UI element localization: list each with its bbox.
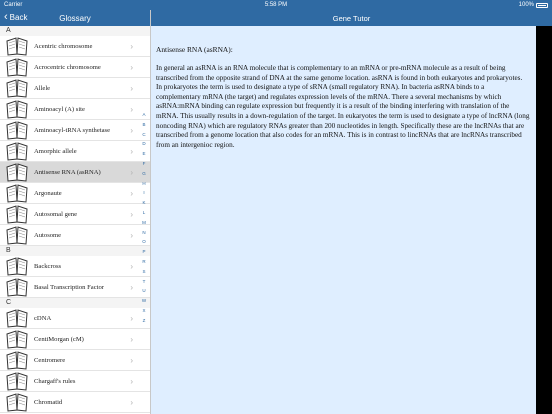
- glossary-row[interactable]: [0, 36, 150, 57]
- glossary-row[interactable]: [0, 57, 150, 78]
- glossary-term-label: Chargaff's rules: [34, 377, 76, 385]
- chevron-right-icon: ›: [130, 261, 133, 271]
- glossary-title: Glossary: [59, 13, 91, 23]
- chevron-right-icon: ›: [130, 397, 133, 407]
- glossary-row[interactable]: [0, 183, 150, 204]
- glossary-term-label: Amorphic allele: [34, 147, 77, 155]
- chevron-right-icon: ›: [130, 334, 133, 344]
- chevron-right-icon: ›: [130, 62, 133, 72]
- index-letter[interactable]: I: [143, 190, 145, 196]
- glossary-row[interactable]: [0, 350, 150, 371]
- index-letter[interactable]: U: [142, 288, 146, 294]
- index-letter[interactable]: N: [142, 229, 146, 235]
- battery-percent: 100%: [518, 2, 534, 8]
- index-letter[interactable]: X: [142, 307, 146, 313]
- glossary-term-label: Basal Transcription Factor: [34, 283, 104, 291]
- glossary-row[interactable]: [0, 371, 150, 392]
- definition-text: In general an asRNA is an RNA molecule that is complementary to an mRNA or pre-mRNA molecule as a result of being transcribed from the opposite strand of DNA at the same genome location. asRNA is found in both eukaryotes and prokaryotes. In prokaryotes the term is used to designate a type of sRNA (small regulatory RNA). In bacteria asRNA binds to a complementary mRNA (the target) and regulates expression levels of the mRNA. There a several mechanisms by which asRNA:mRNA binding can regulate expression but frequently it is a result of the binding interfering with translation of the mRNA. This usually results in a down-regulation of the target. In eukaryotes the term is used to designate a type of lncRNA (long noncoding RNA) which are regulatory RNAs greater than 200 nucleotides in length. Specifically these are the lncRNAs that are transcribed from a genome location that also codes for an mRNA. This is in contrast to lincRNAs that are lncRNAs transcribed from an intergenioc region.: [156, 64, 530, 149]
- open-book-icon: [6, 57, 28, 77]
- glossary-term-label: Autosomal gene: [34, 210, 78, 218]
- chevron-right-icon: ›: [130, 125, 133, 135]
- open-book-icon: [6, 256, 28, 276]
- glossary-row[interactable]: [0, 329, 150, 350]
- section-header: A: [0, 26, 150, 36]
- glossary-term-label: Allele: [34, 84, 51, 92]
- glossary-list[interactable]: [0, 26, 150, 414]
- open-book-icon: [6, 204, 28, 224]
- glossary-row[interactable]: [0, 78, 150, 99]
- index-letter[interactable]: F: [142, 160, 146, 166]
- index-letter[interactable]: T: [142, 278, 146, 284]
- index-letter[interactable]: G: [142, 170, 146, 176]
- glossary-term-label: Acentric chromosome: [34, 42, 93, 50]
- section-index[interactable]: [140, 110, 148, 326]
- chevron-right-icon: ›: [130, 104, 133, 114]
- glossary-row[interactable]: [0, 308, 150, 329]
- definition-view: [151, 26, 536, 414]
- glossary-row[interactable]: [0, 256, 150, 277]
- glossary-row[interactable]: [0, 392, 150, 413]
- glossary-term-label: Aminoacyl (A) site: [34, 105, 85, 113]
- chevron-right-icon: ›: [130, 188, 133, 198]
- open-book-icon: [6, 99, 28, 119]
- index-letter[interactable]: D: [142, 141, 146, 147]
- index-letter[interactable]: H: [142, 180, 146, 186]
- index-letter[interactable]: E: [142, 151, 146, 157]
- index-letter[interactable]: Z: [142, 317, 146, 323]
- chevron-right-icon: ›: [130, 355, 133, 365]
- term-heading: Antisense RNA (asRNA):: [156, 45, 233, 54]
- index-letter[interactable]: O: [142, 239, 146, 245]
- battery-icon: [536, 3, 548, 8]
- clock: 5:58 PM: [264, 2, 288, 8]
- detail-panel: [151, 10, 552, 414]
- detail-nav-bar: [151, 10, 552, 26]
- index-letter[interactable]: M: [142, 219, 146, 225]
- chevron-left-icon: ‹: [4, 11, 8, 23]
- back-button[interactable]: [4, 12, 27, 23]
- glossary-panel: [0, 10, 151, 414]
- glossary-term-label: Centromere: [34, 356, 66, 364]
- open-book-icon: [6, 371, 28, 391]
- index-letter[interactable]: W: [141, 298, 147, 304]
- glossary-term-label: Antisense RNA (asRNA): [34, 168, 101, 176]
- glossary-row[interactable]: [0, 99, 150, 120]
- open-book-icon: [6, 308, 28, 328]
- glossary-nav-bar: [0, 10, 150, 26]
- glossary-term-label: CentiMorgan (cM): [34, 335, 84, 343]
- open-book-icon: [6, 225, 28, 245]
- chevron-right-icon: ›: [130, 209, 133, 219]
- open-book-icon: [6, 277, 28, 297]
- index-letter[interactable]: R: [142, 258, 146, 264]
- section-header: C: [0, 298, 150, 308]
- glossary-row[interactable]: [0, 141, 150, 162]
- glossary-term-label: Aminoacyl-tRNA synthetase: [34, 126, 110, 134]
- chevron-right-icon: ›: [130, 146, 133, 156]
- glossary-term-label: Argonaute: [34, 189, 62, 197]
- index-letter[interactable]: P: [142, 249, 146, 255]
- glossary-term-label: Autosome: [34, 231, 62, 239]
- index-letter[interactable]: S: [142, 268, 146, 274]
- glossary-row[interactable]: [0, 225, 150, 246]
- chevron-right-icon: ›: [130, 313, 133, 323]
- index-letter[interactable]: B: [142, 121, 146, 127]
- index-letter[interactable]: C: [142, 131, 146, 137]
- chevron-right-icon: ›: [130, 83, 133, 93]
- glossary-term-label: cDNA: [34, 314, 52, 322]
- glossary-term-label: Chromatid: [34, 398, 63, 406]
- open-book-icon: [6, 141, 28, 161]
- battery-indicator: [519, 2, 548, 8]
- right-edge: [536, 26, 552, 414]
- glossary-row[interactable]: [0, 204, 150, 225]
- index-letter[interactable]: L: [142, 209, 146, 215]
- chevron-right-icon: ›: [130, 282, 133, 292]
- glossary-row[interactable]: [0, 277, 150, 298]
- open-book-icon: [6, 162, 28, 182]
- glossary-term-label: Backcross: [34, 262, 62, 270]
- back-label: Back: [9, 13, 28, 22]
- open-book-icon: [6, 392, 28, 412]
- chevron-right-icon: ›: [130, 376, 133, 386]
- section-header: B: [0, 246, 150, 256]
- chevron-right-icon: ›: [130, 230, 133, 240]
- glossary-row[interactable]: [0, 162, 150, 183]
- open-book-icon: [6, 329, 28, 349]
- chevron-right-icon: ›: [130, 41, 133, 51]
- glossary-row[interactable]: [0, 120, 150, 141]
- index-letter[interactable]: A: [142, 112, 146, 117]
- index-letter[interactable]: K: [142, 200, 146, 206]
- chevron-right-icon: ›: [130, 167, 133, 177]
- status-bar: [0, 0, 552, 10]
- carrier-label: Carrier: [4, 2, 23, 8]
- open-book-icon: [6, 183, 28, 203]
- glossary-term-label: Acrocentric chromosome: [34, 63, 101, 71]
- open-book-icon: [6, 120, 28, 140]
- open-book-icon: [6, 350, 28, 370]
- open-book-icon: [6, 78, 28, 98]
- detail-title: Gene Tutor: [332, 13, 371, 23]
- open-book-icon: [6, 36, 28, 56]
